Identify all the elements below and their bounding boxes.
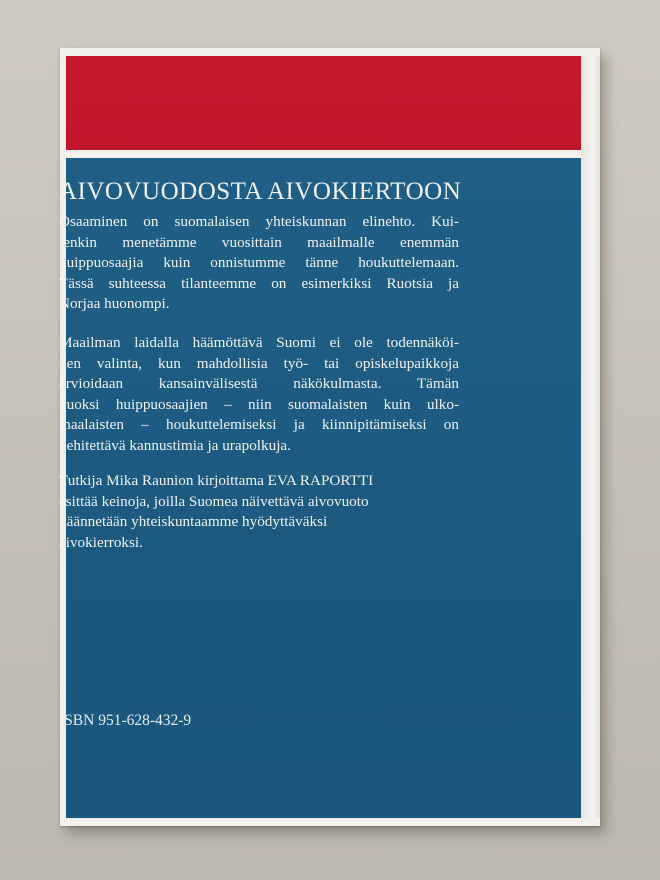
dust-speck: [592, 382, 595, 384]
white-stripe: [66, 150, 581, 158]
text-line: arvioidaan kansainvälisestä näkökulmasta. Tämän: [59, 375, 459, 393]
text-line: Osaaminen on suomalaisen yhteiskunnan elinehto. Kui-: [59, 213, 459, 230]
text-line: kehitettävä kannustimia ja urapolkuja.: [59, 436, 291, 454]
text-line: käännetään yhteiskuntaamme hyödyttäväksi: [59, 513, 328, 531]
book-title: AIVOVUODOSTA AIVOKIERTOON: [59, 178, 462, 205]
paragraph-3: [59, 471, 459, 553]
text-line: nen valinta, kun mahdollisia työ- tai opiskelupaikkoja: [59, 354, 459, 372]
text-line: maalaisten – houkuttelemiseksi ja kiinnipitämiseksi on: [59, 416, 459, 434]
text-line: vuoksi huippuosaajien – niin suomalaisten kuin ulko-: [59, 395, 459, 413]
red-band: [66, 56, 581, 150]
paragraph-2: [59, 333, 459, 457]
text-line: tenkin menetämme vuosittain maailmalle enemmän: [59, 233, 459, 251]
text-line: Tutkija Mika Raunion kirjoittama EVA RAPORTTI: [59, 472, 374, 489]
text-line: Norjaa huonompi.: [59, 295, 170, 313]
text-line: huippuosaajia kuin onnistumme tänne houkuttelemaan.: [59, 254, 459, 272]
text-line: Tässä suhteessa tilanteemme on esimerkiksi Ruotsia ja: [59, 274, 459, 292]
text-line: Maailman laidalla häämöttävä Suomi ei ole todennäköi-: [59, 334, 459, 351]
isbn: ISBN 951-628-432-9: [59, 712, 192, 729]
paragraph-1: [59, 212, 459, 315]
text-line: aivokierroksi.: [59, 533, 143, 551]
page-edge: [581, 56, 600, 818]
text-line: esittää keinoja, joilla Suomea näivettävä aivovuoto: [59, 492, 369, 510]
